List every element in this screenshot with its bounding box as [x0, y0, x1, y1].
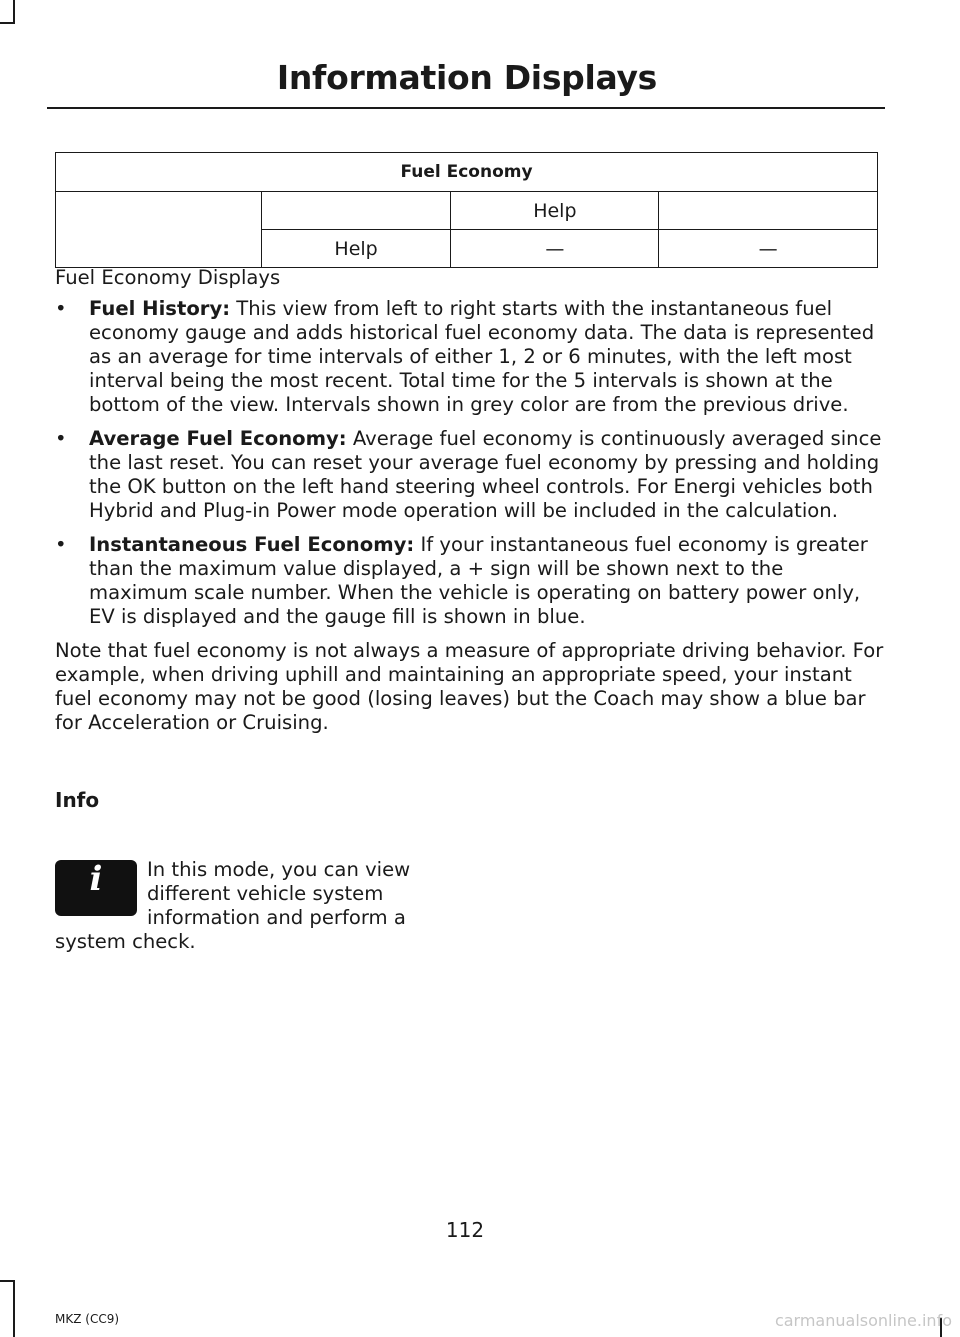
footer-model: MKZ (CC9)	[55, 1312, 120, 1326]
crop-mark	[13, 0, 15, 23]
info-icon-glyph: i	[89, 859, 103, 899]
info-icon	[55, 860, 137, 916]
list-item	[55, 427, 885, 523]
bullet-term: Instantaneous Fuel Economy:	[89, 533, 415, 556]
table-cell: Help	[261, 230, 451, 268]
bullet-term: Average Fuel Economy:	[89, 427, 347, 450]
table-cell	[56, 192, 262, 268]
table-cell: —	[451, 230, 659, 268]
table-cell	[261, 192, 451, 230]
bullet-icon: •	[55, 533, 67, 556]
bullet-icon: •	[55, 427, 67, 450]
page-number: 112	[445, 1218, 485, 1242]
page-title: Information Displays	[276, 58, 657, 97]
fuel-economy-table	[55, 152, 878, 268]
list-item	[55, 533, 885, 629]
title-divider	[47, 107, 885, 109]
section-heading-info: Info	[55, 788, 100, 812]
table-cell: Help	[451, 192, 659, 230]
bullet-text: If your instantaneous fuel economy is greater than the maximum value displayed, a + sign will be shown next to the maximum scale number. When the vehicle is operating on battery power only, EV is displayed and the gauge fill is shown in blue.	[89, 533, 868, 628]
body-content	[55, 266, 885, 812]
table-row	[56, 192, 878, 230]
info-block	[55, 858, 435, 954]
crop-mark	[13, 1280, 15, 1337]
bullet-list	[55, 297, 885, 629]
crop-mark	[0, 1280, 15, 1282]
note-paragraph: Note that fuel economy is not always a measure of appropriate driving behavior. For example, when driving uphill and maintaining an appropriate speed, your instant fuel economy may not be good (losing leaves) but the Coach may show a blue bar for Acceleration or Cruising.	[55, 639, 884, 734]
bullet-text: Average fuel economy is continuously averaged since the last reset. You can reset your average fuel economy by pressing and holding the OK button on the left hand steering wheel controls. For Energi vehicles both Hybrid and Plug-in Power mode operation will be included in the calculation.	[89, 427, 882, 522]
table-title: Fuel Economy	[56, 153, 878, 192]
table-cell	[659, 192, 878, 230]
watermark: carmanualsonline.info	[774, 1311, 952, 1330]
info-text: In this mode, you can view different vehicle system information and perform a system check.	[55, 858, 411, 953]
bullet-text: This view from left to right starts with the instantaneous fuel economy gauge and adds historical fuel economy data. The data is represented as an average for time intervals of either 1, 2 or 6 minutes, with the left most interval being the most recent. Total time for the 5 intervals is shown at the bottom of the view. Intervals shown in grey color are from the previous drive.	[89, 297, 875, 416]
crop-mark	[0, 22, 15, 24]
list-item	[55, 297, 885, 417]
bullet-icon: •	[55, 297, 67, 320]
table-cell: —	[659, 230, 878, 268]
bullet-term: Fuel History:	[89, 297, 231, 320]
table-caption: Fuel Economy Displays	[55, 266, 281, 289]
